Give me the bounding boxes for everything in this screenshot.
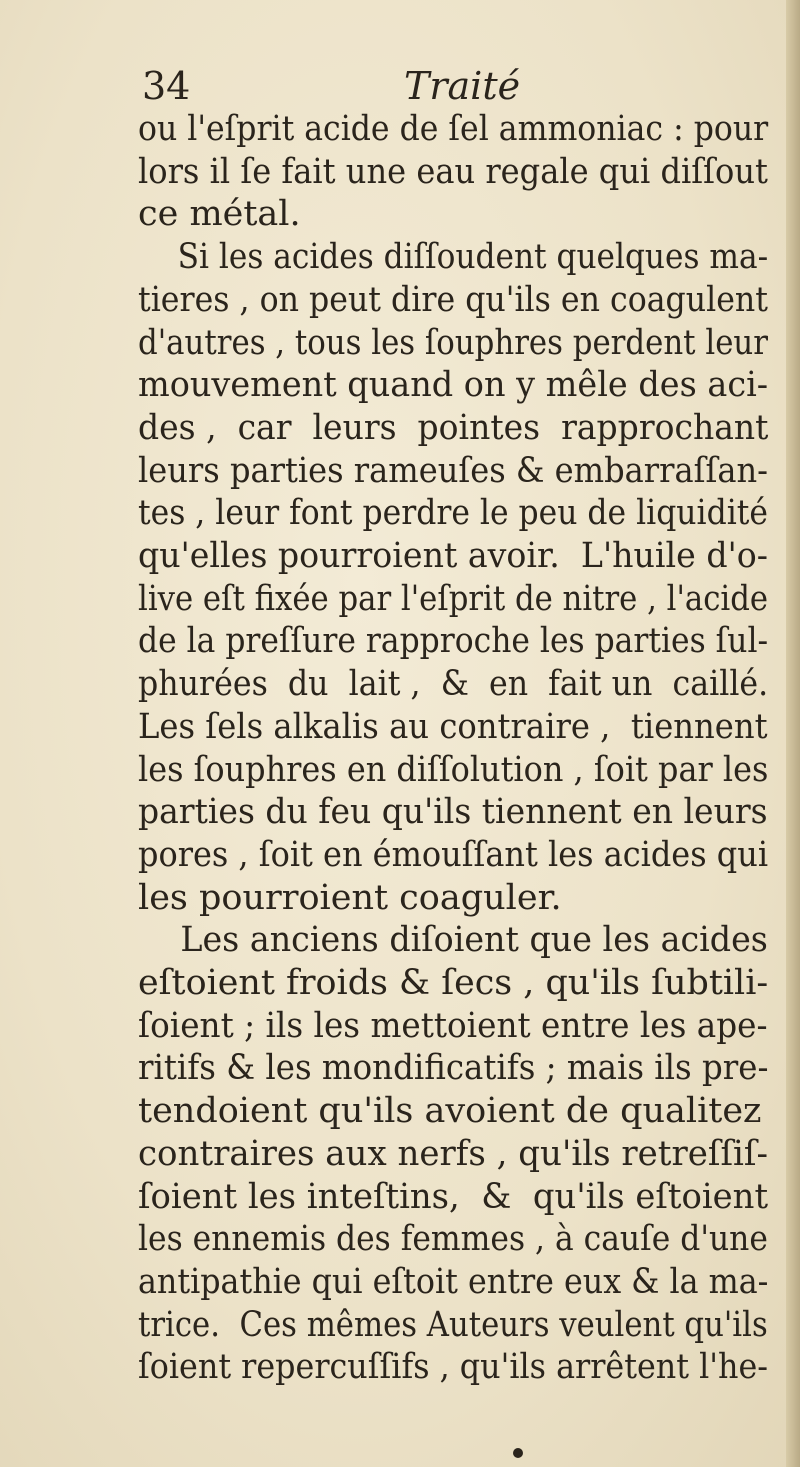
- running-head: [142, 62, 762, 110]
- text-line: d'autres , tous les ſouphres perdent leur: [138, 322, 768, 363]
- page-number: 34: [142, 64, 191, 108]
- text-line: ritifs & les mondificatifs ; mais ils pre-: [138, 1048, 769, 1089]
- text-line: mouvement quand on y mêle des aci-: [138, 365, 769, 406]
- body-text: [138, 108, 768, 1389]
- running-title: Traité: [404, 64, 521, 108]
- text-line: qu'elles pourroient avoir. L'huile d'o-: [138, 536, 768, 577]
- text-line: parties du feu qu'ils tiennent en leurs: [138, 792, 768, 833]
- text-line: ſoient repercuſſifs , qu'ils arrêtent l'he-: [138, 1347, 768, 1388]
- text-line: les ennemis des femmes , à cauſe d'une: [138, 1219, 768, 1260]
- text-line: antipathie qui eſtoit entre eux & la ma-: [138, 1261, 769, 1302]
- text-line: live eſt fixée par l'eſprit de nitre , l'acide: [138, 578, 769, 619]
- text-line: eſtoient froids & ſecs , qu'ils ſubtili-: [138, 963, 769, 1004]
- text-line: Les anciens diſoient que les acides: [138, 920, 768, 961]
- page-edge: [786, 0, 800, 1467]
- text-line: phurées du lait , & en fait un caillé.: [138, 664, 769, 705]
- text-line: ſoient les inteſtins, & qu'ils eſtoient: [138, 1176, 769, 1217]
- text-line: de la preſſure rapproche les parties ſul-: [138, 621, 769, 662]
- text-line: ce métal.: [138, 194, 301, 235]
- text-line: des , car leurs pointes rapprochant: [138, 407, 769, 448]
- text-line: Si les acides diſſoudent quelques ma-: [138, 237, 769, 278]
- text-line: pores , ſoit en émouſſant les acides qui: [138, 834, 769, 875]
- text-line: Les ſels alkalis au contraire , tiennent: [138, 706, 768, 747]
- text-line: ſoient ; ils les mettoient entre les ape-: [138, 1005, 768, 1046]
- ink-dot: [513, 1448, 523, 1458]
- text-line: contraires aux nerfs , qu'ils retreſſiſ-: [138, 1133, 769, 1174]
- text-line: ou l'eſprit acide de ſel ammoniac : pour: [138, 109, 769, 149]
- text-line: tendoient qu'ils avoient de qualitez: [138, 1091, 762, 1132]
- text-line: les pourroient coaguler.: [138, 877, 562, 918]
- text-line: lors il ſe fait une eau regale qui diſſout: [138, 151, 768, 192]
- text-line: tieres , on peut dire qu'ils en coagulent: [138, 279, 768, 320]
- text-line: leurs parties rameuſes & embarraſſan-: [138, 450, 769, 491]
- text-line: tes , leur font perdre le peu de liquidité: [138, 493, 768, 534]
- text-line: les ſouphres en diſſolution , ſoit par les: [138, 749, 769, 790]
- text-line: trice. Ces mêmes Auteurs veulent qu'ils: [138, 1304, 768, 1345]
